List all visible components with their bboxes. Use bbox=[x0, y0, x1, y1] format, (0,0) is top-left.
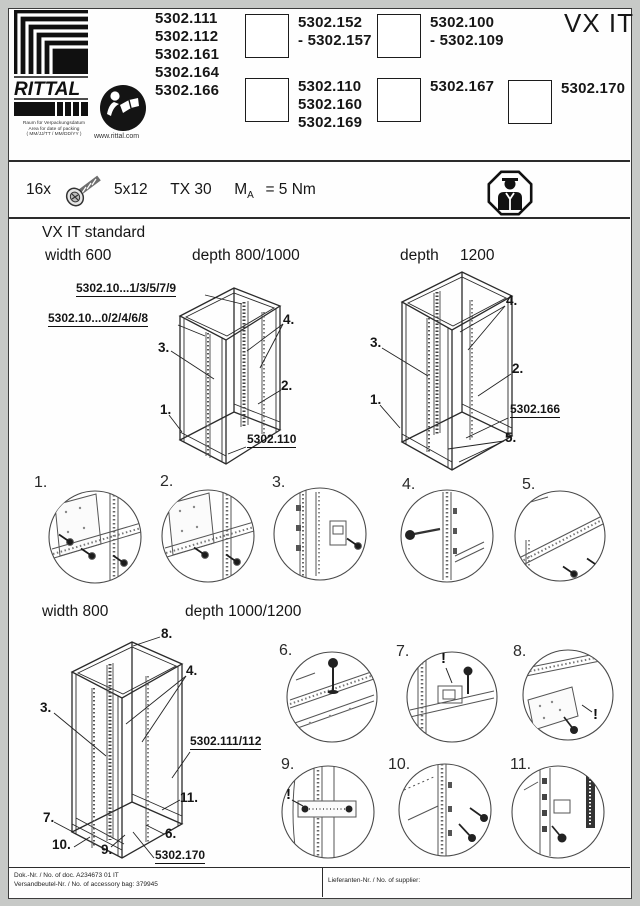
detail-circle-2 bbox=[162, 490, 254, 582]
variant-label: 5302.100 bbox=[430, 14, 495, 31]
detail-circle-1 bbox=[49, 491, 141, 583]
detail-circle-3 bbox=[274, 488, 366, 580]
step-label-6: 6. bbox=[165, 826, 177, 841]
detail-circle-4 bbox=[401, 490, 493, 582]
step-label-4: 4. bbox=[186, 663, 198, 678]
step-label-1: 1. bbox=[160, 402, 172, 417]
depth-word-label: depth bbox=[400, 247, 439, 264]
detail-number-11: 11. bbox=[510, 756, 532, 773]
detail-number-1: 1. bbox=[34, 474, 48, 491]
step-label-2: 2. bbox=[512, 361, 524, 376]
section-title-standard: VX IT standard bbox=[42, 224, 146, 241]
variant-label: 5302.170 bbox=[561, 80, 626, 97]
step-label-4: 4. bbox=[283, 312, 295, 327]
detail-number-4: 4. bbox=[402, 476, 416, 493]
screw-size: 5x12 bbox=[114, 181, 148, 198]
detail-circle-10 bbox=[399, 764, 491, 856]
screw-drive: TX 30 bbox=[170, 181, 212, 198]
footer-bag-number: Versandbeutel-Nr. / No. of accessory bag: 379945 bbox=[14, 881, 158, 888]
torque-subscript: A bbox=[247, 190, 254, 202]
note-line: Area for date of packing bbox=[28, 126, 80, 132]
step-label-3: 3. bbox=[158, 340, 170, 355]
detail-circle-9 bbox=[282, 766, 374, 858]
depth-1000-1200-label: depth 1000/1200 bbox=[185, 603, 302, 620]
alert-mark: ! bbox=[286, 786, 291, 803]
note-line: Raum für Verpackungsdatum bbox=[22, 121, 86, 126]
model-number: 5302.161 bbox=[155, 46, 220, 63]
torque-value: = 5 Nm bbox=[265, 181, 316, 198]
detail-circle-7 bbox=[407, 652, 497, 742]
model-number: 5302.164 bbox=[155, 64, 220, 81]
detail-number-8: 8. bbox=[513, 643, 527, 660]
callout-part-5302-170: 5302.170 bbox=[155, 848, 206, 862]
step-label-9: 9. bbox=[101, 842, 113, 857]
callout-part-even: 5302.10...0/2/4/6/8 bbox=[48, 311, 149, 325]
model-number: 5302.112 bbox=[155, 28, 219, 45]
detail-circle-8 bbox=[523, 650, 613, 740]
step-label-8: 8. bbox=[161, 626, 173, 641]
callout-part-odd: 5302.10...1/3/5/7/9 bbox=[76, 281, 177, 295]
detail-number-2: 2. bbox=[160, 473, 174, 490]
model-number: 5302.111 bbox=[155, 10, 218, 27]
footer-top-border bbox=[9, 867, 630, 868]
callout-part-5302-166: 5302.166 bbox=[510, 402, 561, 416]
variant-label: 5302.152 bbox=[298, 14, 363, 31]
page-title: VX IT bbox=[564, 8, 635, 38]
variant-label: 5302.169 bbox=[298, 114, 363, 131]
detail-number-7: 7. bbox=[396, 643, 410, 660]
detail-number-10: 10. bbox=[388, 756, 411, 773]
detail-circle-5 bbox=[515, 491, 605, 587]
footer-doc-number: Dok.-Nr. / No. of doc. A234673 01 IT bbox=[14, 872, 119, 879]
variant-label: - 5302.109 bbox=[430, 32, 504, 49]
hardware-quantity: 16x bbox=[26, 181, 51, 198]
width-600-label: width 600 bbox=[45, 247, 112, 264]
variant-label: 5302.167 bbox=[430, 78, 495, 95]
rack-diagram-d1200 bbox=[402, 272, 512, 470]
step-label-4: 4. bbox=[506, 293, 518, 308]
detail-number-9: 9. bbox=[281, 756, 295, 773]
step-label-11: 11. bbox=[180, 790, 199, 805]
detail-circle-6 bbox=[287, 652, 377, 742]
detail-circle-11 bbox=[512, 766, 604, 858]
step-label-3: 3. bbox=[40, 700, 52, 715]
width-800-label: width 800 bbox=[42, 603, 109, 620]
model-number: 5302.166 bbox=[155, 82, 220, 99]
variant-label: - 5302.157 bbox=[298, 32, 372, 49]
callout-part-5302-110: 5302.110 bbox=[247, 432, 297, 446]
step-label-10: 10. bbox=[52, 837, 71, 852]
note-line: ( MM/JJ/TT / MM/DD/YY ) bbox=[26, 132, 82, 138]
detail-number-6: 6. bbox=[279, 642, 293, 659]
variant-label: 5302.110 bbox=[298, 78, 362, 95]
website-text: www.rittal.com bbox=[94, 133, 140, 140]
detail-number-5: 5. bbox=[522, 476, 536, 493]
torque-symbol: M bbox=[234, 181, 248, 198]
footer-supplier-number: Lieferanten-Nr. / No. of supplier: bbox=[328, 877, 421, 884]
step-label-5: 5. bbox=[505, 430, 517, 445]
depth-1200-value: 1200 bbox=[460, 247, 495, 264]
step-label-7: 7. bbox=[43, 810, 55, 825]
alert-mark: ! bbox=[593, 706, 598, 723]
callout-part-5302-111-112: 5302.111/112 bbox=[190, 734, 262, 748]
rack-d1200-leader-lines bbox=[380, 306, 511, 462]
footer-cell-divider bbox=[322, 867, 323, 897]
rittal-wordmark: RITTAL bbox=[14, 79, 81, 100]
depth-800-1000-label: depth 800/1000 bbox=[192, 247, 300, 264]
detail-number-3: 3. bbox=[272, 474, 286, 491]
alert-mark: ! bbox=[441, 650, 446, 667]
step-label-1: 1. bbox=[370, 392, 382, 407]
step-label-2: 2. bbox=[281, 378, 293, 393]
step-label-3: 3. bbox=[370, 335, 382, 350]
variant-label: 5302.160 bbox=[298, 96, 363, 113]
footer-left-cell bbox=[14, 871, 158, 889]
